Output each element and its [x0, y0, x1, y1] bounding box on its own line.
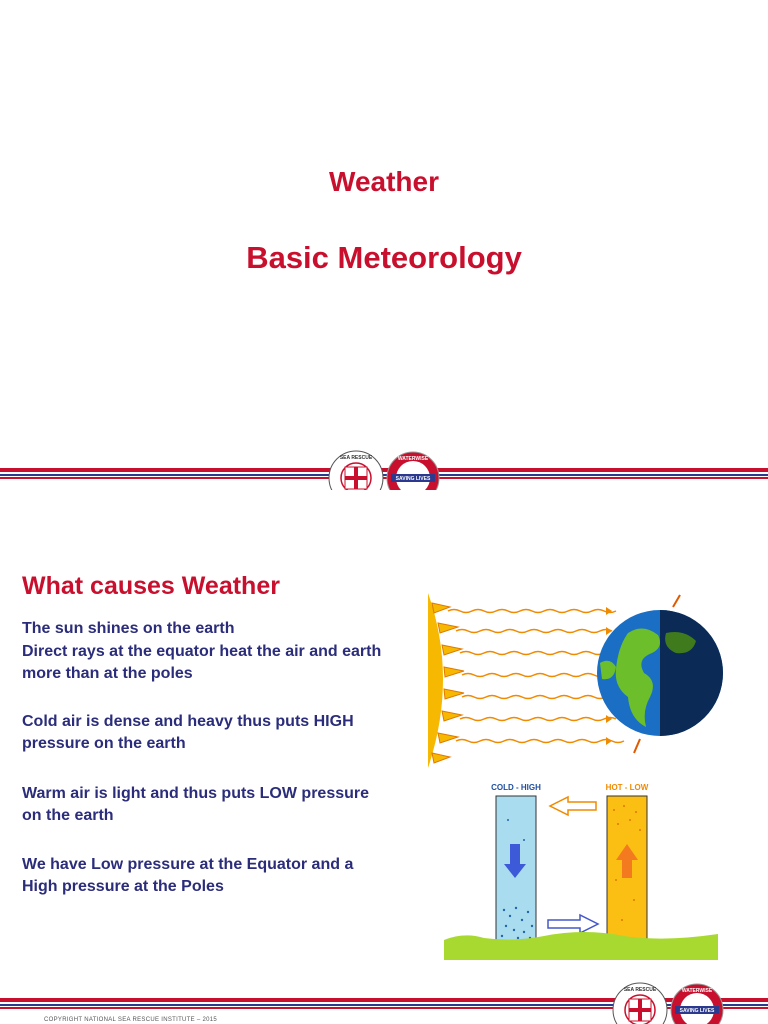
- paragraph-3: Cold air is dense and heavy thus puts HIGH pressure on the earth: [22, 713, 354, 752]
- copyright-text: COPYRIGHT NATIONAL SEA RESCUE INSTITUTE – 2015: [44, 1017, 218, 1023]
- svg-text:SAVING LIVES: SAVING LIVES: [679, 1008, 715, 1014]
- svg-text:SEA RESCUE: SEA RESCUE: [623, 987, 657, 993]
- waterwise-logo-2: [670, 982, 724, 1024]
- title-slide: [0, 0, 768, 490]
- slide-subtitle: Basic Meteorology: [246, 240, 522, 275]
- slide-heading: What causes Weather: [22, 572, 280, 600]
- svg-text:WATERWISE: WATERWISE: [681, 988, 713, 994]
- svg-text:SEA RESCUE: SEA RESCUE: [339, 455, 373, 461]
- sun-earth-illustration: [428, 593, 728, 768]
- paragraph-2: Direct rays at the equator heat the air and earth more than at the poles: [22, 643, 382, 682]
- svg-text:SAVING LIVES: SAVING LIVES: [395, 476, 431, 482]
- nsri-logo-2: [612, 982, 668, 1024]
- content-slide: [0, 490, 768, 1024]
- paragraph-4: Warm air is light and thus puts LOW pressure on the earth: [22, 785, 370, 824]
- slide-title: Weather: [329, 166, 439, 197]
- footer-band: [0, 468, 768, 480]
- pressure-diagram: [444, 780, 718, 960]
- paragraph-1: The sun shines on the earth: [22, 620, 235, 637]
- hot-low-label: HOT - LOW: [605, 783, 649, 792]
- cold-high-label: COLD - HIGH: [491, 783, 541, 792]
- svg-text:WATERWISE: WATERWISE: [397, 456, 429, 462]
- paragraph-5: We have Low pressure at the Equator and a High pressure at the Poles: [22, 856, 354, 895]
